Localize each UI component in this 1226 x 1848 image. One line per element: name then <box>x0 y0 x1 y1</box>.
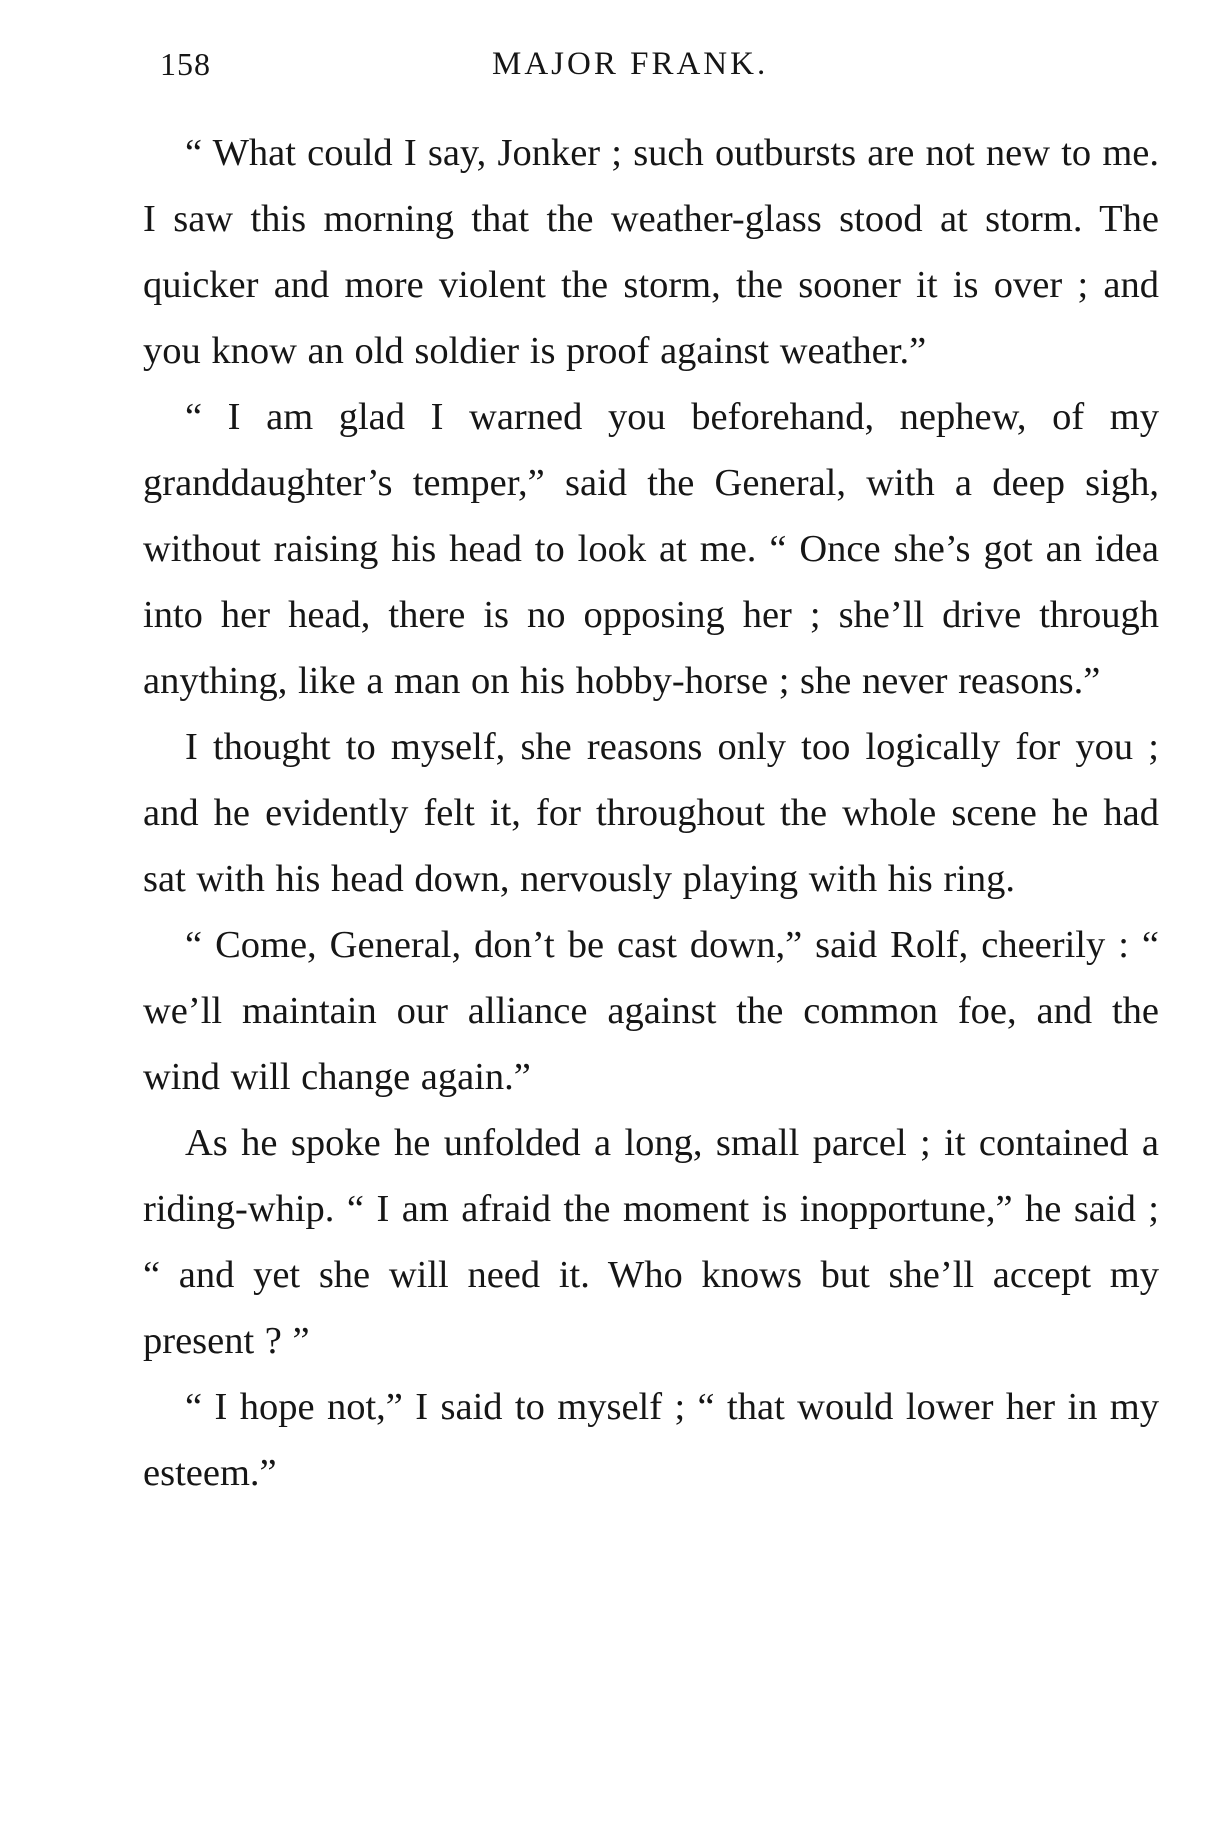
paragraph: “ What could I say, Jonker ; such outbursts are not new to me. I saw this morning that the weather-glass stood at storm. The quicker and more violent the storm, the sooner it is over ; and you know an old soldier is proof against weather.” <box>143 132 1159 372</box>
paragraph: “ I am glad I warned you beforehand, nephew, of my granddaughter’s temper,” said the General, with a deep sigh, without raising his head to look at me. “ Once she’s got an idea into her head, there is no opposing her ; she’ll drive through anything, like a man on his hobby-horse ; she never reasons.” <box>143 396 1159 702</box>
page-number: 158 <box>160 46 211 82</box>
running-head: MAJOR FRANK. <box>492 46 769 82</box>
paragraph: “ I hope not,” I said to myself ; “ that would lower her in my esteem.” <box>143 1386 1159 1494</box>
paragraph: As he spoke he unfolded a long, small parcel ; it contained a riding-whip. “ I am afraid the moment is inopportune,” he said ; “ and yet she will need it. Who knows but she’ll accept my present ? ” <box>143 1122 1159 1362</box>
body-text <box>143 120 1159 1506</box>
page-header <box>150 46 1150 96</box>
paragraph: I thought to myself, she reasons only too logically for you ; and he evidently felt it, for throughout the whole scene he had sat with his head down, nervously playing with his ring. <box>143 726 1159 900</box>
paragraph: “ Come, General, don’t be cast down,” said Rolf, cheerily : “ we’ll maintain our alliance against the common foe, and the wind will change again.” <box>143 924 1159 1098</box>
